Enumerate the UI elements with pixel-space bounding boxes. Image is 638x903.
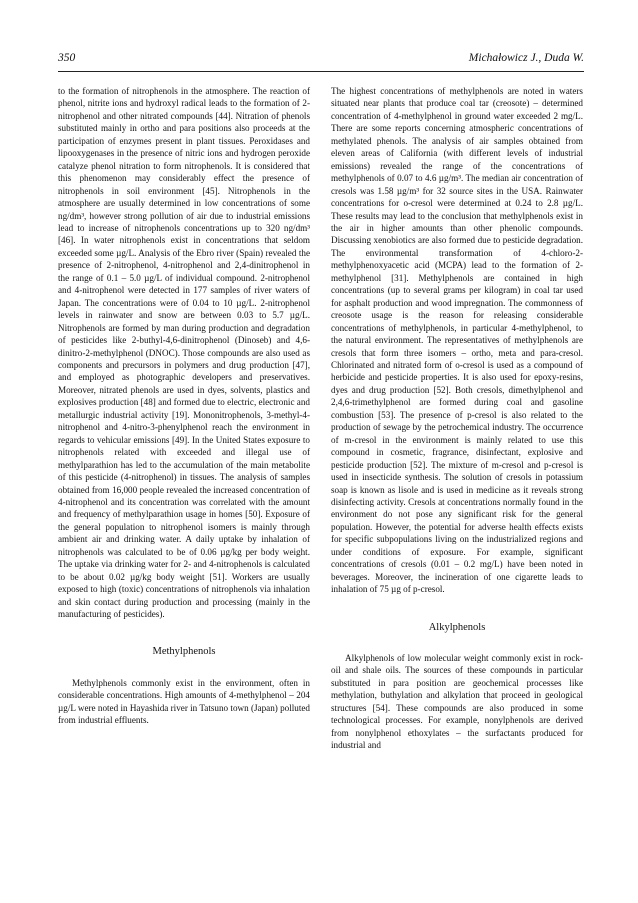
body-paragraph: The highest concentrations of methylphenols are noted in waters situated near plants that produce coal tar (creosote) – determined concentration of 4-methylphenol in ground water exceeded 2 mg/L. There are some reports concerning atmospheric concentrations of methylated phenols. The analysis of air samples obtained from eleven areas of California (with different levels of industrial emissions) revealed the range of the concentrations of methylphenols of 0.07 to 4.6 µg/m³. The median air concentration of cresols was 1.58 µg/m³ for 32 source sites in the USA. Rainwater concentrations for o-cresol were determined at 0.24 to 2.8 µg/L. These results may lead to the conclusion that methylphenols exist in the air in higher amounts than other phenolic compounds. Discussing xenobiotics are also formed due to pesticide degradation. The environmental transformation of 4-chloro-2-methylphenoxyacetic acid (MCPA) lead to the formation of 2-methylphenol [31]. Methylphenols are contained in high concentrations (up to several grams per kilogram) in coal tar used for asphalt production and wood impregnation. The commonness of creosote usage is the reason for releasing considerable concentrations of methylphenols, in particular 4-methylphenol, to the natural environment. The representatives of methylphenols are cresols that form three isomers – ortho, meta and para-cresol. Chlorinated and nitrated form of o-cresol is used as a compound of herbicide and pesticide properties. It is also used for epoxy-resins, dyes and drug production [52]. Both cresols, dimethylphenol and 2,4,6-trimethylphenol are formed during coal and gasoline combustion [53]. The presence of p-cresol is also related to the production of sewage by the petrochemical industry. The occurrence of m-cresol in the environment is mainly related to use this compound in cosmetic, fragrance, disinfectant, explosive and pesticide production [52]. The mixture of m-cresol and p-cresol is used in insecticide synthesis. The solution of cresols in potassium soap is known as lisole and is used in medicine as it reveals strong disinfecting activity. Cresols at concentrations normally found in the environment do not pose any significant risk for the general population. However, the potential for adverse health effects exists for specific subpopulations living on the industrialized regions and under conditions of exposure. For example, significant concentrations of cresols (0.01 – 0.2 mg/L) have been noted in beverages. Moreover, the incineration of one cigarette leads to inhalation of 75 µg of p-cresol. [331, 86, 583, 595]
body-paragraph: Methylphenols commonly exist in the environment, often in considerable concentrations. High amounts of 4-methylphenol – 204 µg/L were noted in Hayashida river in Tatsuno town (Japan) polluted from industrial effluents. [58, 677, 310, 726]
header-rule [58, 71, 584, 72]
right-column [331, 85, 583, 752]
left-column [58, 85, 310, 727]
running-header [58, 52, 584, 70]
body-paragraph: to the formation of nitrophenols in the atmosphere. The reaction of phenol, nitrite ions and hydroxyl radical leads to the formation of 2-nitrophenol and other nitrated compounds [44]. Nitration of phenols substituted mainly in ortho and para positions also proceeds at the participation of enzymes present in plant tissues. Peroxidases and lipooxygenases in the presence of nitric ions and hydrogen peroxide catalyze phenol nitration to form nitrophenols. It is considered that this phenomenon may considerably effect the presence of nitrophenols in soil environment [45]. Nitrophenols in the atmosphere are usually determined in low concentrations of some ng/dm³, however strong pollution of air due to industrial emissions lead to increase of nitrophenols concentrations up to 320 ng/dm³ [46]. In water nitrophenols exist in concentrations that seldom exceeded some µg/L. Analysis of the Ebro river (Spain) revealed the presence of 2-nitrophenol, 4-nitrophenol and 2,4-dinitrophenol in the range of 0.1 – 5.0 µg/L of individual compound. 2-nitrophenol and 4-nitrophenol were detected in 177 samples of river waters of Japan. The concentrations were of 0.04 to 10 µg/L. 2-nitrophenol levels in rainwater and snow are between 0.03 to 5.7 µg/L. Nitrophenols are formed by man during production and degradation of pesticides like 2-buthyl-4,6-dinitrophenol (Dinoseb) and 4,6-dinitro-2-methylphenol (DNOC). Those compounds are also used as components and precursors in polymers and drug production [47], and employed as photographic developers and preservatives. Moreover, nitrated phenols are used in dyes, solvents, plastics and explosives production [48] and formed due to electric, electronic and metallurgic industrial activity [19]. Mononitrophenols, 3-methyl-4-nitrophenol and 4-nitro-3-phenylphenol reach the environment in regards to vehicular emissions [49]. In the United States exposure to nitrophenols related with exceeded and illegal use of methylparathion has led to the accumulation of the main metabolite of this pesticide (4-nitrophenol) in tissues. The analysis of samples obtained from 16,000 people revealed the increased concentration of 4-nitrophenol and its concentration was correlated with the amount and frequency of methylparathion usage in homes [50]. Exposure of the general population to nitrophenol isomers is mainly through ambient air and drinking water. A daily uptake by inhalation of nitrophenols was calculated to be of 0.06 µg/kg per body weight. The uptake via drinking water for 2- and 4-nitrophenols is calculated to be about 0.02 µg/kg body weight [51]. Workers are usually exposed to high (toxic) concentrations of nitrophenols via inhalation and skin contact during production and processing (mainly in the manufacturing of pesticides). [58, 86, 310, 620]
section-heading-methylphenols: Methylphenols [152, 646, 216, 658]
journal-page [58, 52, 584, 852]
page-number: 350 [58, 52, 76, 64]
section-heading-alkylphenols: Alkylphenols [428, 621, 486, 633]
running-authors: Michałowicz J., Duda W. [468, 52, 584, 64]
body-paragraph: Alkylphenols of low molecular weight commonly exist in rock-oil and shale oils. The sources of these compounds in particular substituted in para position are geochemical processes like methylation, buthylation and alkylation that proceed in geological structures [54]. These compounds are also produced in some technological processes. For example, nonylphenols are derived from nonylphenol ethoxylates – the surfactants produced for industrial and [331, 653, 583, 751]
